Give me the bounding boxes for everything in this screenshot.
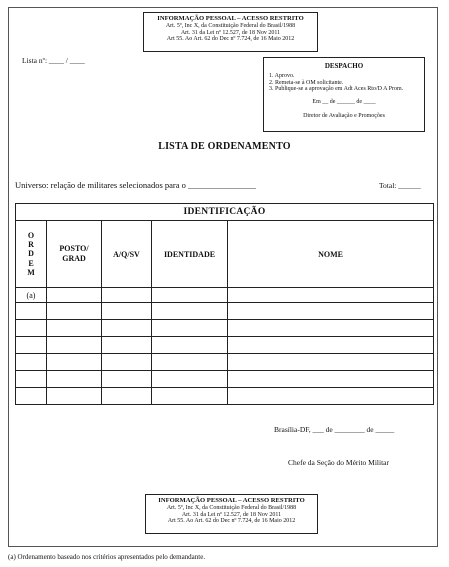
- despacho-title: DESPACHO: [324, 62, 364, 70]
- table-cell: [152, 371, 228, 388]
- ordem-letters: O R D E M: [27, 230, 35, 277]
- table-cell: [102, 371, 152, 388]
- section-header: IDENTIFICAÇÃO: [16, 204, 434, 221]
- table-cell: [228, 388, 434, 405]
- footnote: (a) Ordenamento baseado nos critérios apresentados pelo demandante.: [8, 553, 206, 561]
- table-cell: [16, 303, 47, 320]
- ordem-header: [16, 221, 47, 288]
- total-label: Total: ______: [379, 181, 421, 190]
- despacho-item: 2. Remeta-se à OM solicitante.: [269, 79, 344, 86]
- table-cell: [102, 354, 152, 371]
- column-header-aqsv: A/Q/SV: [102, 221, 152, 288]
- despacho-box: [263, 57, 425, 132]
- restricted-footer-line3: Art 55. Ao Art. 62 do Dec nº 7.724, de 16 Maio 2012: [167, 518, 296, 525]
- lista-number-label: Lista nº: ____ / ____: [22, 56, 85, 65]
- table-cell: [228, 303, 434, 320]
- restricted-header-line3: Art 55. Ao Art. 62 do Dec nº 7.724, de 16 Maio 2012: [166, 36, 295, 43]
- despacho-item: 3. Publique-se a aprovação em Adt Aces Rto/D A Prom.: [269, 86, 404, 93]
- table-cell: [47, 371, 102, 388]
- table-cell: [152, 388, 228, 405]
- table-cell: [16, 337, 47, 354]
- table-cell: [102, 320, 152, 337]
- table-cell: [228, 371, 434, 388]
- table-row: [16, 288, 434, 303]
- table-row: [16, 354, 434, 371]
- table-cell: [152, 303, 228, 320]
- table-cell: [228, 288, 434, 303]
- table-row: [16, 371, 434, 388]
- table-row: [16, 303, 434, 320]
- table-cell: [47, 303, 102, 320]
- table-cell: [16, 320, 47, 337]
- table-cell: [47, 388, 102, 405]
- table-cell: [102, 303, 152, 320]
- restricted-header-title: INFORMAÇÃO PESSOAL – ACESSO RESTRITO: [157, 15, 304, 22]
- table-cell: [228, 320, 434, 337]
- table-cell: [16, 388, 47, 405]
- table-cell: [152, 320, 228, 337]
- column-header-posto-grad: POSTO/ GRAD: [47, 221, 102, 288]
- restricted-header-line1: Art. 5º, Inc X, da Constituição Federal do Brasil/1988: [165, 23, 296, 29]
- restricted-footer-line1: Art. 5º, Inc X, da Constituição Federal do Brasil/1988: [166, 505, 297, 511]
- restricted-header-line2: Art. 31 da Lei nº 12.527, de 18 Nov 2011: [180, 29, 281, 36]
- signatory-title: Chefe da Seção do Mérito Militar: [288, 458, 390, 467]
- row-marker: (a): [16, 288, 47, 303]
- identification-table: [15, 203, 434, 405]
- table-cell: [152, 354, 228, 371]
- table-row: [16, 320, 434, 337]
- universe-line: Universo: relação de militares selecionados para o ________________: [15, 180, 257, 190]
- table-cell: [152, 288, 228, 303]
- despacho-signature: Diretor de Avaliação e Promoções: [303, 112, 385, 119]
- table-cell: [102, 388, 152, 405]
- column-header-identidade: IDENTIDADE: [152, 221, 228, 288]
- table-cell: [102, 337, 152, 354]
- table-row: [16, 337, 434, 354]
- document-title: LISTA DE ORDENAMENTO: [158, 141, 291, 152]
- table-cell: [228, 354, 434, 371]
- table-cell: [47, 337, 102, 354]
- restricted-footer-line2: Art. 31 da Lei nº 12.527, de 18 Nov 2011: [181, 511, 282, 518]
- table-cell: [152, 337, 228, 354]
- despacho-date-line: Em __ de ______ de ____: [312, 98, 376, 105]
- place-date-line: Brasília-DF, ___ de ________ de _____: [274, 425, 395, 434]
- table-cell: [228, 337, 434, 354]
- restricted-footer-box: [145, 494, 318, 534]
- table-cell: [102, 288, 152, 303]
- table-cell: [16, 371, 47, 388]
- restricted-footer-title: INFORMAÇÃO PESSOAL – ACESSO RESTRITO: [158, 497, 305, 504]
- table-cell: [16, 354, 47, 371]
- despacho-item: 1. Aprovo.: [269, 73, 295, 79]
- table-row: [16, 388, 434, 405]
- table-cell: [47, 320, 102, 337]
- table-cell: [47, 288, 102, 303]
- restricted-header-box: [143, 12, 318, 52]
- table-cell: [47, 354, 102, 371]
- column-header-nome: NOME: [228, 221, 434, 288]
